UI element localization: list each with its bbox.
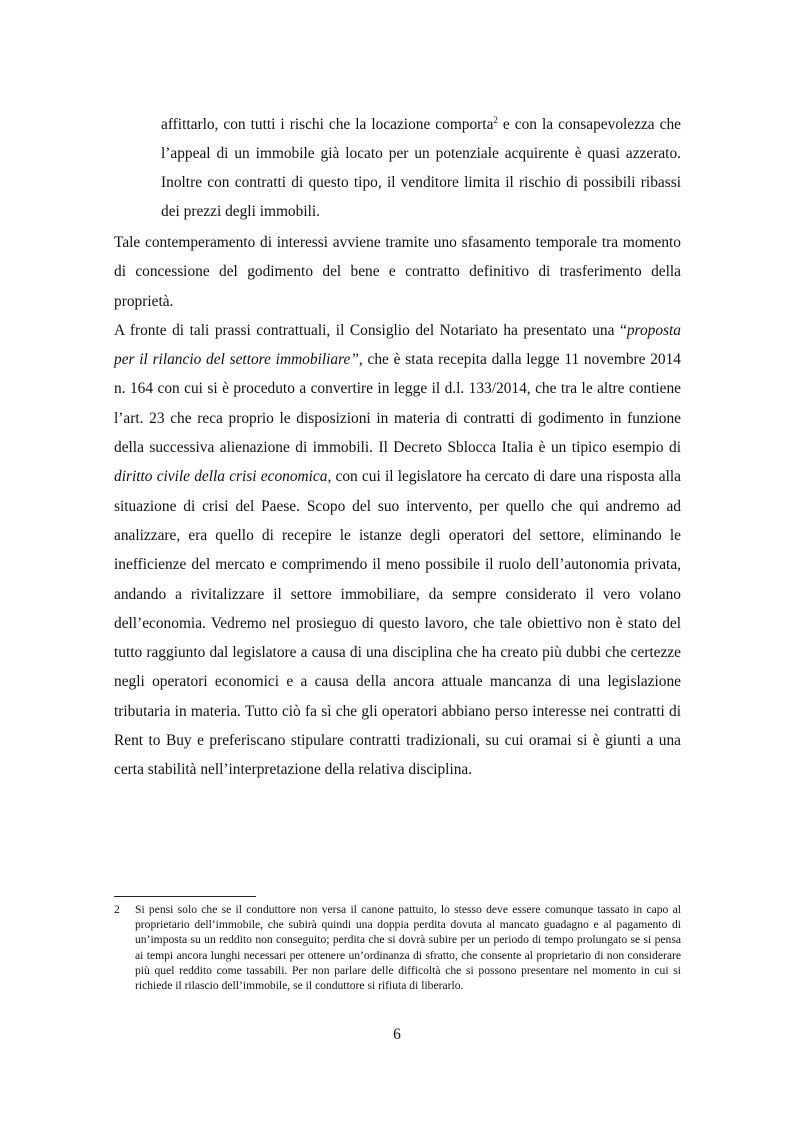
paragraph-2 xyxy=(114,316,681,785)
paragraph-1: Tale contemperamento di interessi avviene tramite uno sfasamento temporale tra momento di concessione del godimento del bene e contratto definitivo di trasferimento della proprietà. xyxy=(114,234,681,310)
paragraph-2-text-c: con cui il legislatore ha cercato di dare una risposta alla situazione di crisi del Paese. Scopo del suo intervento, per quello che qui andremo ad analizzare, era quello di recepire le istanze degli operatori del settore, eliminando le inefficienze del mercato e comprimendo il meno possibile il ruolo dell’autonomia privata, andando a rivitalizzare il settore immobiliare, da sempre considerato il vero volano dell’economia. Vedremo nel prosieguo di questo lavoro, che tale obiettivo non è stato del tutto raggiunto dal legislatore a causa di una disciplina che ha creato più dubbi che certezze negli operatori economici e a causa della ancora attuale mancanza di una legislazione tributaria in materia. Tutto ciò fa sì che gli operatori abbiano perso interesse nei contratti di Rent to Buy e preferiscano stipulare contratti tradizionali, su cui oramai si è giunti a una certa stabilità nell’interpretazione della relativa disciplina. xyxy=(114,468,681,779)
paragraph-2-text-a: A fronte di tali prassi contrattuali, il Consiglio del Notariato ha presentato una “ xyxy=(114,321,627,339)
footnote-text: Si pensi solo che se il conduttore non versa il canone pattuito, lo stesso deve essere comunque tassato in capo al proprietario dell’immobile, che subirà quindi una doppia perdita dovuta al mancato guadagno e al pagamento di un’imposta su un reddito non conseguito; perdita che si dovrà subire per un periodo di tempo prolungato se si pensa ai tempi ancora lunghi necessari per ottenere un’ordinanza di sfratto, che consente al proprietario di non considerare più quel reddito come tassabili. Per non parlare delle difficoltà che si possono presentare nel momento in cui si richiede il rilascio dell’immobile, se il conduttore si rifiuta di liberarlo. xyxy=(135,903,681,993)
paragraph-2-italic-proposal: proposta per il rilancio del settore immobiliare” xyxy=(114,321,681,369)
indented-quote-block xyxy=(161,110,681,226)
page-number: 6 xyxy=(393,1026,401,1043)
paragraph-2-text-b: , che è stata recepita dalla legge 11 novembre 2014 n. 164 con cui si è proceduto a convertire in legge il d.l. 133/2014, che tra le altre contiene l’art. 23 che reca proprio le disposizioni in materia di contratti di godimento in funzione della successiva alienazione di immobili. Il Decreto Sblocca Italia è un tipico esempio di xyxy=(114,351,682,457)
footnote-number: 2 xyxy=(114,903,120,916)
footnote-separator xyxy=(114,896,256,897)
paragraph-2-italic-crisis-law: diritto civile della crisi economica, xyxy=(114,468,332,486)
body-text xyxy=(114,228,681,785)
quote-text-continued: e con la consapevolezza che l’appeal di un immobile già locato per un potenziale acquirente è quasi azzerato. Inoltre con contratti di questo tipo, il venditore limita il rischio di possibili ribassi dei prezzi degli immobili. xyxy=(161,116,681,220)
footnote-2 xyxy=(114,902,681,993)
footnote-reference[interactable]: 2 xyxy=(493,115,498,125)
quote-text: affittarlo, con tutti i rischi che la locazione comporta xyxy=(161,116,494,133)
